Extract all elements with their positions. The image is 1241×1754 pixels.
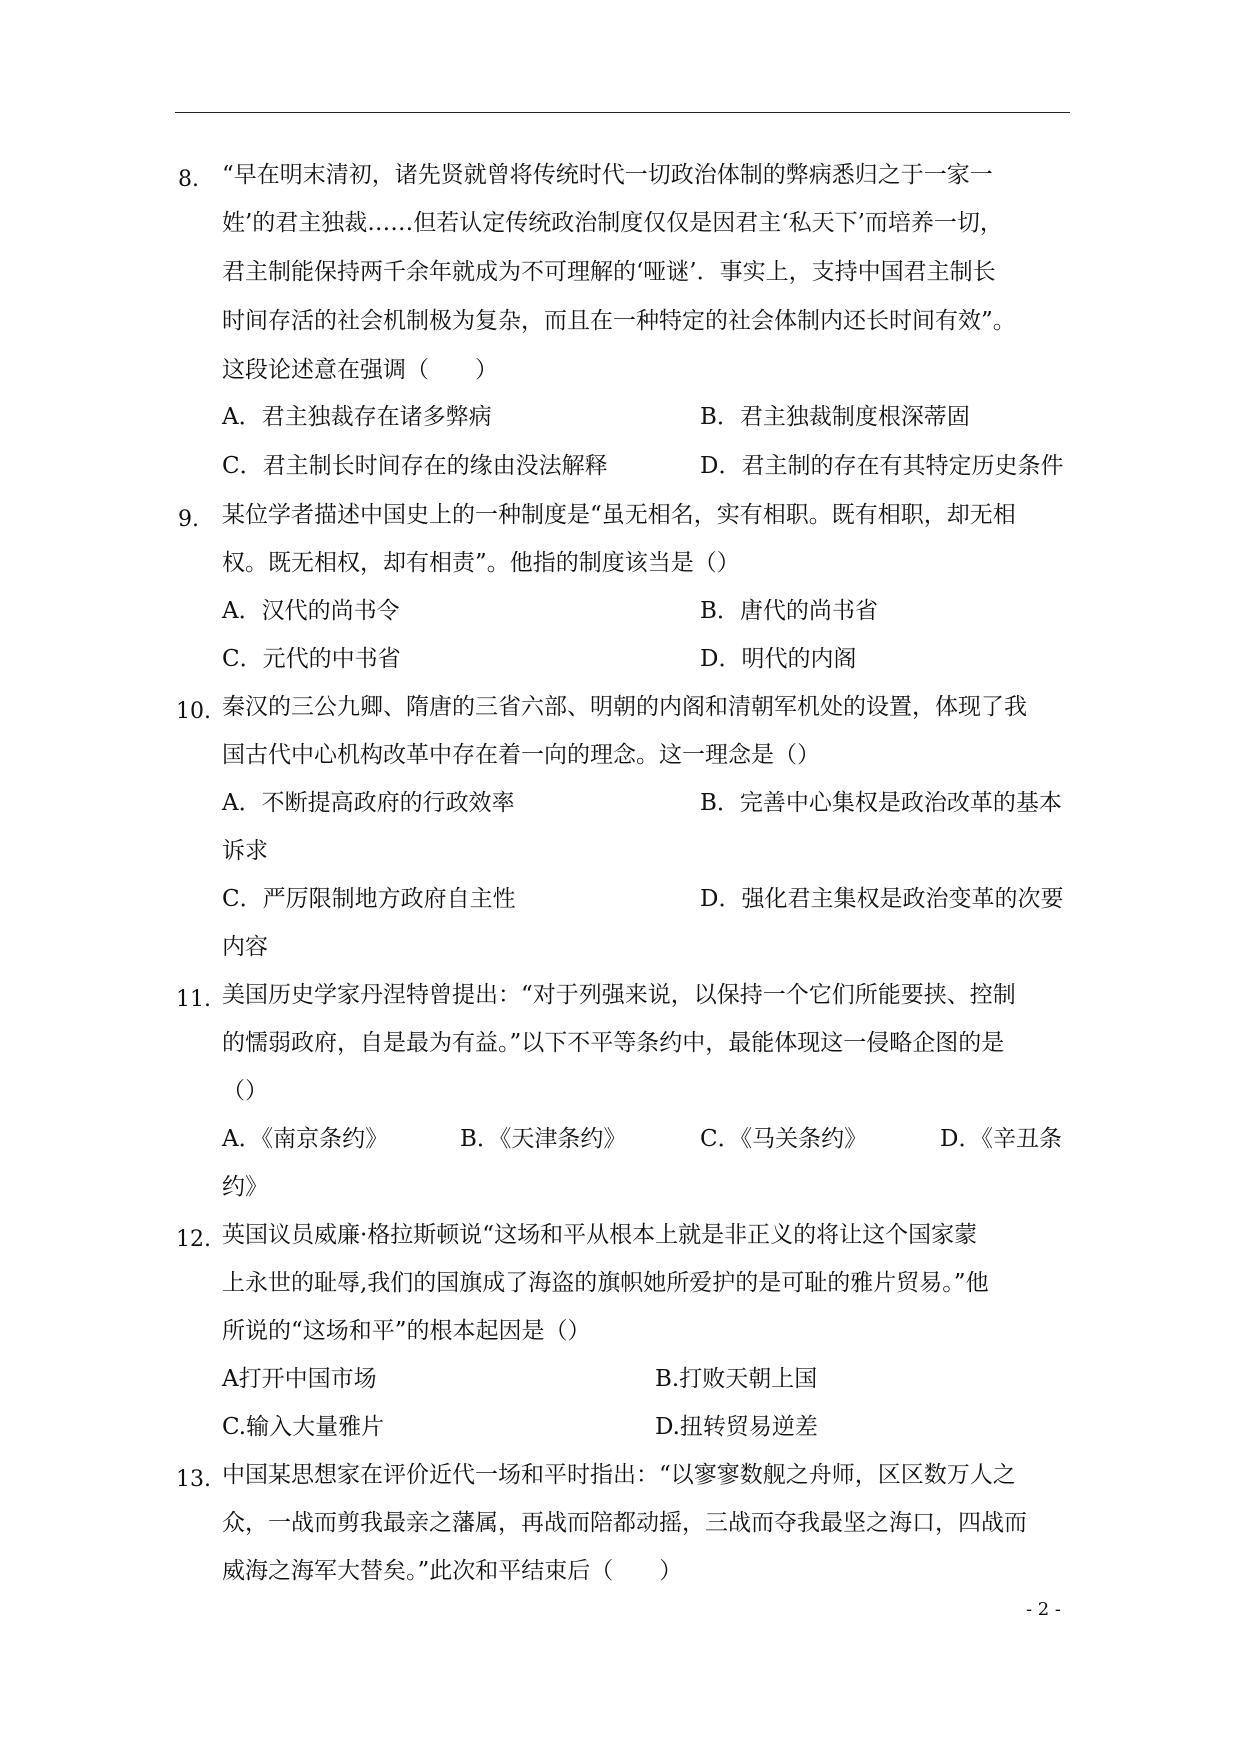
- header-rule: [175, 112, 1070, 113]
- option-b: B．《天津条约》: [460, 1126, 627, 1152]
- question-text: “早在明末清初，诸先贤就曾将传统时代一切政治体制的弊病悉归之于一家一: [222, 162, 993, 188]
- option-d: D．君主制的存在有其特定历史条件: [700, 453, 1064, 479]
- option-b: B．完善中心集权是政治改革的基本: [700, 790, 1062, 816]
- question-text: 的懦弱政府，自是最为有益。”以下不平等条约中，最能体现这一侵略企图的是: [222, 1030, 1005, 1056]
- option-d: D.扭转贸易逆差: [655, 1414, 818, 1440]
- question-text: 国古代中心机构改革中存在着一向的理念。这一理念是（）: [222, 742, 820, 768]
- question-text: 上永世的耻辱,我们的国旗成了海盗的旗帜她所爱护的是可耻的雅片贸易。”他: [222, 1270, 989, 1296]
- question-text: 君主制能保持两千余年就成为不可理解的‘哑谜’．事实上，支持中国君主制长: [222, 259, 996, 285]
- question-text: 权。既无相权，却有相责”。他指的制度该当是（）: [222, 550, 740, 576]
- question-text: 众，一战而剪我最亲之藩属，再战而陪都动摇，三战而夺我最坚之海口，四战而: [222, 1510, 1027, 1536]
- option-c: C．严厉限制地方政府自主性: [222, 886, 516, 912]
- question-number: 9.: [178, 507, 199, 532]
- question-text: 这段论述意在强调（ ）: [222, 357, 498, 383]
- question-text: （）: [222, 1078, 268, 1104]
- option-d: D．强化君主集权是政治变革的次要: [700, 886, 1064, 912]
- page-number: - 2 -: [1025, 1599, 1061, 1620]
- question-text: 姓’的君主独裁……但若认定传统政治制度仅仅是因君主‘私天下’而培养一切，: [222, 210, 1003, 236]
- option-b: B.打败天朝上国: [655, 1366, 818, 1392]
- option-a: A打开中国市场: [222, 1366, 377, 1392]
- question-number: 10.: [176, 699, 211, 724]
- question-number: 11.: [176, 987, 211, 1012]
- option-c: C.输入大量雅片: [222, 1414, 385, 1440]
- option-b: B．君主独裁制度根深蒂固: [700, 404, 970, 430]
- option-d-continued: 约》: [222, 1174, 268, 1200]
- question-number: 8.: [178, 167, 199, 192]
- question-text: 英国议员威廉·格拉斯顿说“这场和平从根本上就是非正义的将让这个国家蒙: [222, 1222, 978, 1248]
- option-a: A．不断提高政府的行政效率: [222, 790, 515, 816]
- option-c: C．君主制长时间存在的缘由没法解释: [222, 453, 608, 479]
- option-b: B．唐代的尚书省: [700, 598, 878, 624]
- question-text: 秦汉的三公九卿、隋唐的三省六部、明朝的内阁和清朝军机处的设置，体现了我: [222, 694, 1027, 720]
- question-text: 中国某思想家在评价近代一场和平时指出：“以寥寥数舰之舟师，区区数万人之: [222, 1462, 1016, 1488]
- option-a: A．《南京条约》: [222, 1126, 389, 1152]
- option-c: C．元代的中书省: [222, 646, 401, 672]
- option-d: D．《辛丑条: [940, 1126, 1062, 1152]
- option-d: D．明代的内阁: [700, 646, 857, 672]
- option-a: A．汉代的尚书令: [222, 598, 400, 624]
- option-d-continued: 内容: [222, 934, 268, 960]
- question-text: 美国历史学家丹涅特曾提出：“对于列强来说，以保持一个它们所能要挟、控制: [222, 982, 1016, 1008]
- question-number: 12.: [176, 1227, 211, 1252]
- question-text: 威海之海军大替矣。”此次和平结束后（ ）: [222, 1558, 683, 1584]
- option-a: A．君主独裁存在诸多弊病: [222, 404, 492, 430]
- option-c: C．《马关条约》: [700, 1126, 868, 1152]
- question-text: 某位学者描述中国史上的一种制度是“虽无相名，实有相职。既有相职，却无相: [222, 502, 1016, 528]
- question-number: 13.: [176, 1467, 211, 1492]
- option-b-continued: 诉求: [222, 838, 268, 864]
- question-text: 时间存活的社会机制极为复杂，而且在一种特定的社会体制内还长时间有效”。: [222, 308, 1016, 334]
- question-text: 所说的“这场和平”的根本起因是（）: [222, 1318, 591, 1344]
